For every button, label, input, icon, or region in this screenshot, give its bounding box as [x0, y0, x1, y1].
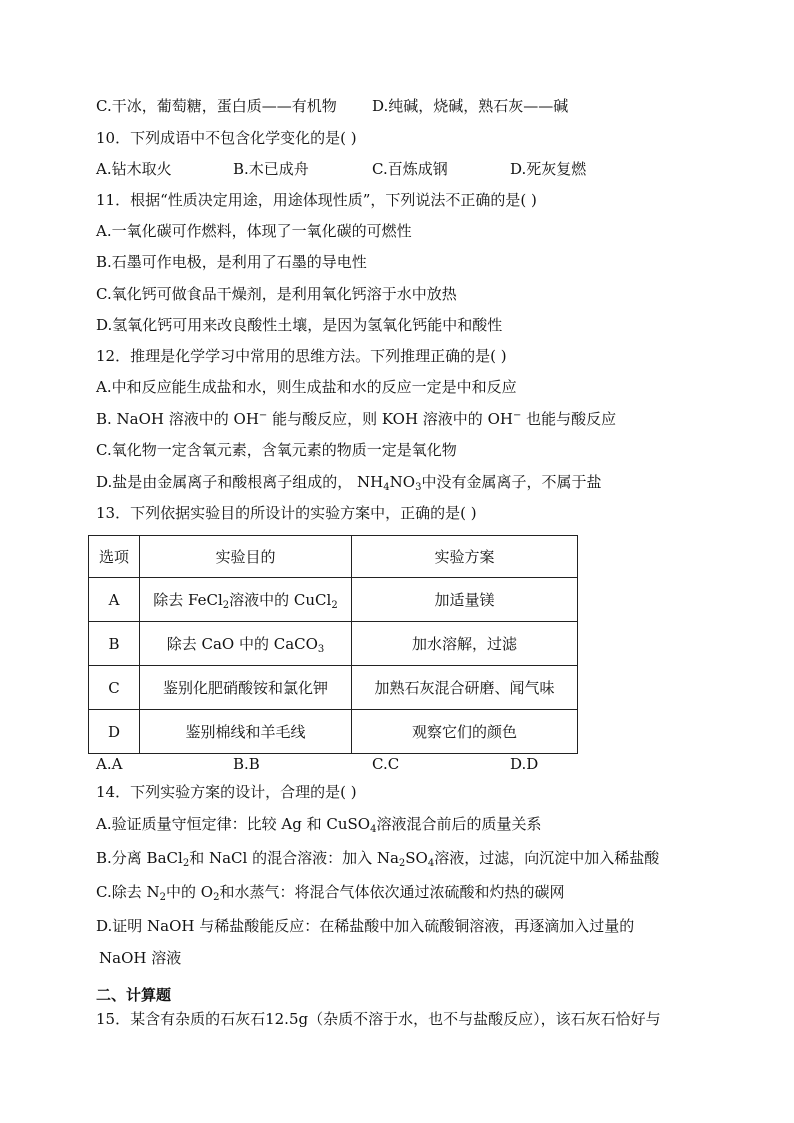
subscript: 2: [331, 600, 338, 611]
q14-option-a-part1: A.验证质量守恒定律：比较 Ag 和 CuSO: [96, 815, 371, 833]
q12-option-c: C.氧化物一定含氧元素，含氧元素的物质一定是氧化物: [96, 441, 457, 459]
subscript: 2: [213, 892, 220, 903]
purpose-part1: 除去 CaO 中的 CaCO: [166, 635, 318, 653]
header-plan: 实验方案: [352, 536, 578, 578]
q13-stem: 13．下列依据实验目的所设计的实验方案中，正确的是( ): [96, 504, 477, 522]
q13-table: [88, 535, 578, 754]
q9-option-c: C.干冰，葡萄糖，蛋白质——有机物: [96, 97, 337, 115]
q13-option-d: D.D: [510, 755, 539, 773]
q12-stem: 12．推理是化学学习中常用的思维方法。下列推理正确的是( ): [96, 347, 507, 365]
row-purpose: 鉴别化肥硝酸铵和氯化钾: [140, 666, 352, 710]
q13-option-a: A.A: [96, 755, 123, 773]
purpose-part2: 溶液中的 CuCl: [229, 591, 332, 609]
subscript: 2: [222, 600, 230, 611]
q14-option-b-part1: B.分离 BaCl: [96, 849, 183, 867]
q14-option-a: [96, 814, 541, 834]
purpose-part1: 除去 FeCl: [153, 591, 223, 609]
q12-option-b-part2: 能与酸反应，则 KOH 溶液中的 OH: [267, 410, 513, 428]
table-header-row: [89, 536, 578, 578]
section-heading: 二、计算题: [96, 986, 172, 1004]
q14-option-c-part2: 中的 O: [165, 883, 214, 901]
q14-option-c: [96, 882, 564, 902]
q10-stem: 10．下列成语中不包含化学变化的是( ): [96, 129, 357, 147]
table-row: [89, 578, 578, 622]
q14-option-b-part4: 溶液，过滤，向沉淀中加入稀盐酸: [434, 849, 660, 867]
q13-option-c: C.C: [372, 755, 400, 773]
subscript: 4: [383, 482, 390, 493]
q15-stem: 15．某含有杂质的石灰石12.5g（杂质不溶于水，也不与盐酸反应），该石灰石恰好与: [96, 1010, 661, 1028]
row-purpose: [140, 622, 352, 666]
superscript: −: [258, 410, 268, 421]
row-plan: 加水溶解，过滤: [352, 622, 578, 666]
q10-option-b: B.木已成舟: [233, 160, 309, 178]
row-key: A: [89, 578, 140, 622]
subscript: 3: [317, 644, 325, 655]
table-row: [89, 622, 578, 666]
row-plan: 加熟石灰混合研磨、闻气味: [352, 666, 578, 710]
q11-option-b: B.石墨可作电极，是利用了石墨的导电性: [96, 253, 367, 271]
row-key: D: [89, 710, 140, 754]
q10-option-a: A.钻木取火: [96, 160, 172, 178]
q11-option-c: C.氧化钙可做食品干燥剂，是利用氧化钙溶于水中放热: [96, 285, 457, 303]
q11-option-d: D.氢氧化钙可用来改良酸性土壤，是因为氢氧化钙能中和酸性: [96, 316, 503, 334]
superscript: −: [512, 410, 522, 421]
q12-option-d-part3: 中没有金属离子，不属于盐: [421, 473, 602, 491]
q14-option-d-line2: NaOH 溶液: [99, 949, 182, 967]
row-plan: 加适量镁: [352, 578, 578, 622]
q14-option-b: [96, 848, 659, 868]
header-purpose: 实验目的: [140, 536, 352, 578]
row-plan: 观察它们的颜色: [352, 710, 578, 754]
header-option: 选项: [89, 536, 140, 578]
q12-option-d-part2: NO: [389, 473, 416, 491]
q13-option-b: B.B: [233, 755, 260, 773]
subscript: 4: [427, 858, 435, 869]
q14-stem: 14．下列实验方案的设计，合理的是( ): [96, 783, 357, 801]
subscript: 4: [370, 824, 377, 835]
q12-option-d: [96, 472, 601, 492]
q14-option-b-part2: 和 NaCl 的混合溶液：加入 Na: [189, 849, 399, 867]
subscript: 2: [182, 858, 190, 869]
q12-option-b-part3: 也能与酸反应: [521, 410, 617, 428]
q9-option-d: D.纯碱，烧碱，熟石灰——碱: [372, 97, 569, 115]
q12-option-a: A.中和反应能生成盐和水，则生成盐和水的反应一定是中和反应: [96, 378, 517, 396]
q14-option-b-part3: SO: [405, 849, 428, 867]
row-purpose: [140, 578, 352, 622]
q12-option-d-part1: D.盐是由金属离子和酸根离子组成的， NH: [96, 473, 384, 491]
table-row: [89, 710, 578, 754]
q12-option-b: [96, 409, 616, 429]
q14-option-a-part2: 溶液混合前后的质量关系: [376, 815, 542, 833]
q14-option-c-part3: 和水蒸气：将混合气体依次通过浓硫酸和灼热的碳网: [219, 883, 565, 901]
q14-option-c-part1: C.除去 N: [96, 883, 160, 901]
table-row: [89, 666, 578, 710]
q14-option-d-line1: D.证明 NaOH 与稀盐酸能反应：在稀盐酸中加入硫酸铜溶液，再逐滴加入过量的: [96, 917, 635, 935]
row-key: C: [89, 666, 140, 710]
q10-option-c: C.百炼成钢: [372, 160, 448, 178]
subscript: 3: [415, 482, 422, 493]
subscript: 2: [159, 892, 166, 903]
q10-option-d: D.死灰复燃: [510, 160, 587, 178]
row-purpose: 鉴别棉线和羊毛线: [140, 710, 352, 754]
row-key: B: [89, 622, 140, 666]
q11-stem: 11．根据“性质决定用途，用途体现性质”，下列说法不正确的是( ): [96, 191, 537, 209]
q11-option-a: A.一氧化碳可作燃料，体现了一氧化碳的可燃性: [96, 222, 412, 240]
subscript: 2: [398, 858, 406, 869]
q12-option-b-part1: B. NaOH 溶液中的 OH: [96, 410, 259, 428]
